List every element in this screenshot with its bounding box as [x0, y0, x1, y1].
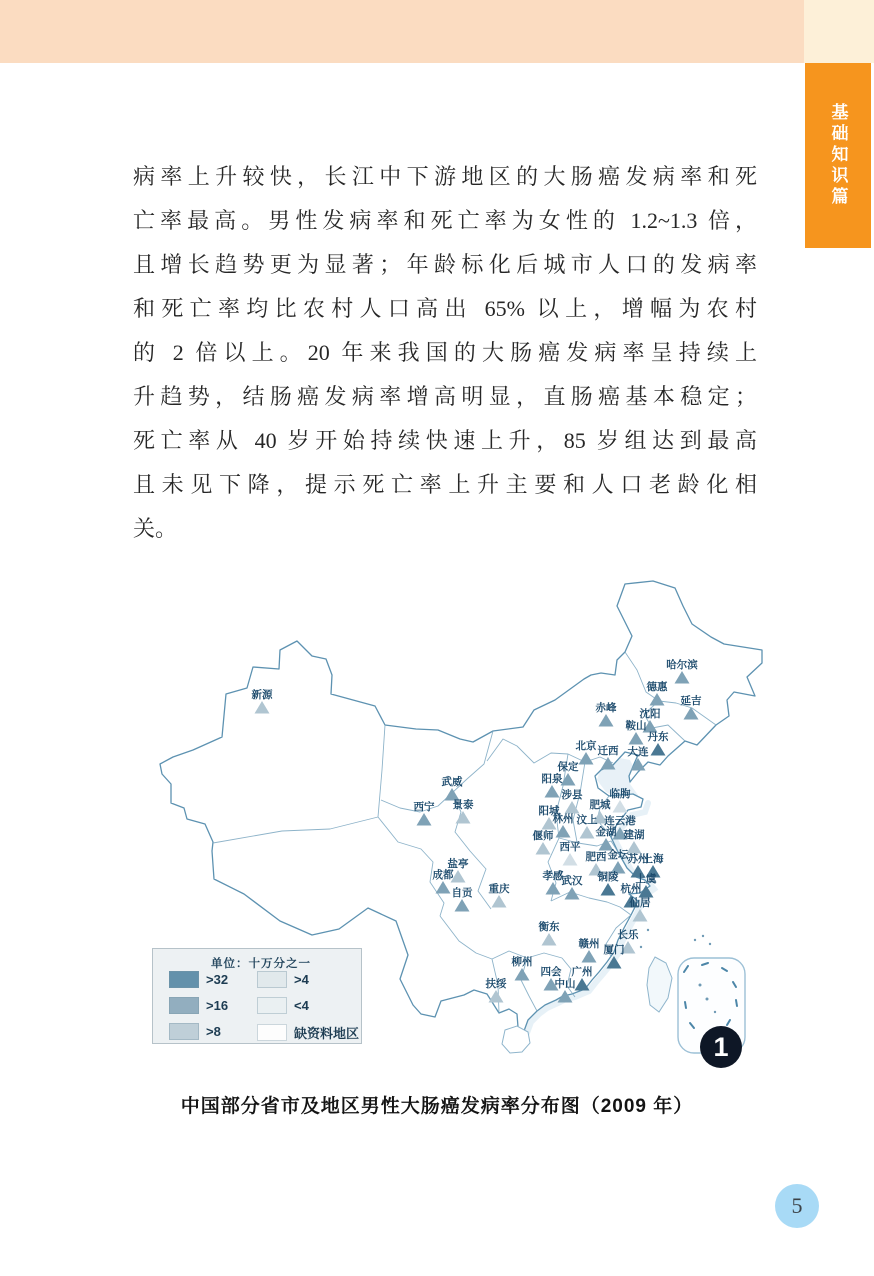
- city-label: 北京: [575, 740, 597, 752]
- city-label: 沈阳: [639, 708, 661, 720]
- legend-item: [169, 997, 228, 1014]
- city-label: 肥西: [585, 851, 607, 863]
- legend-label: <4: [294, 998, 309, 1013]
- city-label: 扶绥: [485, 978, 507, 990]
- city-label: 武威: [441, 776, 463, 788]
- city-label: 盐亭: [447, 858, 469, 870]
- city-label: 涉县: [561, 789, 583, 801]
- legend-item: [169, 971, 228, 988]
- legend-swatch: [257, 997, 287, 1014]
- city-label: 大连: [627, 746, 649, 758]
- city-label: 阳泉: [541, 773, 563, 785]
- city-label: 衡东: [538, 921, 560, 933]
- city-label: 四会: [540, 966, 562, 978]
- city-label: 新源: [251, 689, 273, 701]
- city-label: 鞍山: [625, 720, 647, 732]
- city-label: 西宁: [413, 801, 435, 813]
- city-label: 柳州: [511, 956, 533, 968]
- legend-label: 缺资料地区: [294, 1026, 360, 1041]
- city-label: 金坛: [607, 849, 629, 861]
- map-legend: [152, 948, 362, 1044]
- legend-swatch: [169, 1023, 199, 1040]
- city-label: 自贡: [451, 887, 473, 899]
- city-label: 肥城: [589, 799, 611, 811]
- city-label: 赤峰: [595, 702, 617, 714]
- city-label: 迁西: [597, 745, 619, 757]
- city-label: 上海: [642, 853, 664, 865]
- city-label: 林州: [552, 813, 574, 825]
- city-label: 苏州: [627, 853, 649, 865]
- city-label: 偃师: [532, 830, 554, 842]
- body-line: 关。: [133, 516, 178, 541]
- legend-label: >32: [206, 972, 229, 987]
- figure-number-badge: [700, 1026, 742, 1068]
- city-label: 西平: [559, 841, 581, 853]
- page-number: 5: [791, 1193, 803, 1218]
- legend-label: >4: [294, 972, 309, 987]
- body-line: 升趋势，结肠癌发病率增高明显，直肠癌基本稳定；: [133, 384, 757, 409]
- city-triangle: [627, 841, 642, 854]
- city-label: 德惠: [646, 681, 668, 693]
- city-label: 连云港: [604, 815, 636, 827]
- city-label: 临朐: [609, 788, 631, 800]
- city-label: 汶上: [576, 814, 598, 826]
- legend-item: [169, 1023, 221, 1040]
- city-label: 武汉: [561, 875, 583, 887]
- body-line: 和死亡率均比农村人口高出 65% 以上，增幅为农村: [133, 296, 757, 321]
- city-label: 孝感: [542, 870, 564, 882]
- coastal-islets: [640, 929, 711, 948]
- city-label: 厦门: [603, 944, 625, 956]
- legend-label: >8: [206, 1024, 221, 1039]
- city-label: 建湖: [623, 829, 645, 841]
- city-label: 中山: [554, 978, 576, 990]
- city-label: 赣州: [578, 938, 600, 950]
- figure-caption: 中国部分省市及地区男性大肠癌发病率分布图（2009 年）: [180, 1096, 694, 1117]
- legend-swatch: [169, 997, 199, 1014]
- figure-number: 1: [713, 1031, 729, 1062]
- body-line: 病率上升较快，长江中下游地区的大肠癌发病率和死: [133, 164, 757, 189]
- city-label: 景泰: [452, 799, 474, 811]
- legend-item: [257, 1023, 359, 1042]
- city-label: 延吉: [680, 695, 702, 707]
- body-line: 且未见下降，提示死亡率上升主要和人口老龄化相: [133, 472, 757, 497]
- city-label: 哈尔滨: [666, 659, 698, 671]
- legend-swatch: [257, 1024, 287, 1041]
- taiwan-island: [647, 957, 672, 1012]
- city-label: 丹东: [647, 731, 669, 743]
- city-label: 保定: [557, 761, 579, 773]
- legend-title: 单位：十万分之一: [211, 958, 311, 970]
- city-label: 长乐: [617, 929, 639, 941]
- legend-swatch: [257, 971, 287, 988]
- city-label: 上虞: [635, 873, 657, 885]
- city-label: 铜陵: [597, 871, 619, 883]
- city-label: 杭州: [620, 883, 642, 895]
- body-line: 且增长趋势更为显著；年龄标化后城市人口的发病率: [133, 252, 757, 277]
- legend-item: [257, 971, 309, 988]
- section-tab-label: 基础知识篇: [828, 103, 848, 208]
- legend-swatch: [169, 971, 199, 988]
- city-label: 成都: [432, 869, 454, 881]
- legend-item: [257, 997, 309, 1014]
- city-label: 仙居: [629, 897, 651, 909]
- legend-label: >16: [206, 998, 229, 1013]
- city-label: 阳城: [538, 805, 560, 817]
- body-line: 死亡率从 40 岁开始持续快速上升，85 岁组达到最高: [133, 428, 757, 453]
- city-label: 广州: [571, 966, 593, 978]
- city-label: 重庆: [488, 883, 510, 895]
- page-number-badge: [775, 1184, 819, 1228]
- body-line: 亡率最高。男性发病率和死亡率为女性的 1.2~1.3 倍，: [133, 208, 757, 233]
- city-label: 金湖: [595, 826, 617, 838]
- body-line: 的 2 倍以上。20 年来我国的大肠癌发病率呈持续上: [133, 340, 757, 365]
